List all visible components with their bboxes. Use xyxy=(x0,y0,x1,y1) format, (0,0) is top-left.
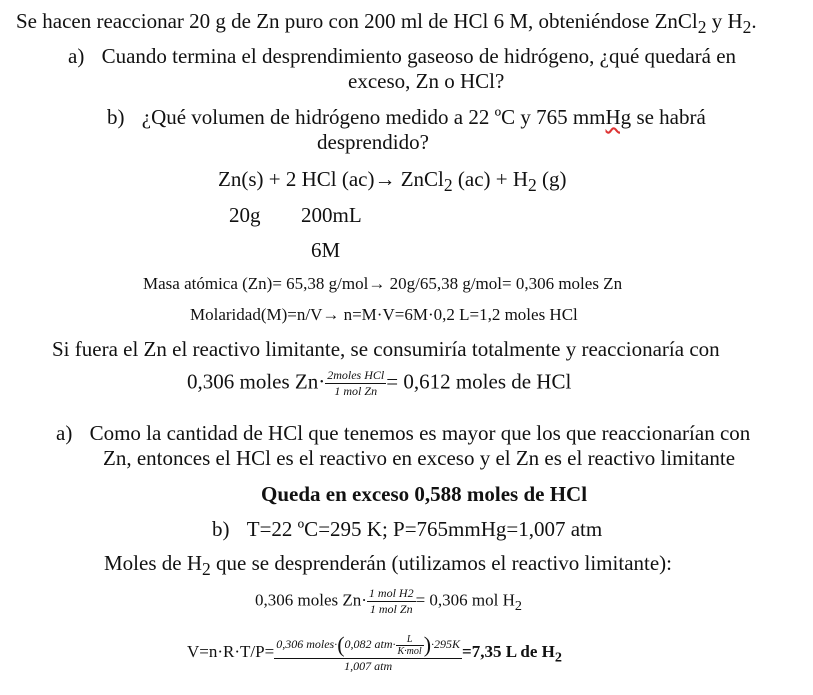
moles-hcl-line: Molaridad(M)=n/V→ n=M·V=6M·0,2 L=1,2 moles HCl xyxy=(190,305,578,324)
question-a-marker: a) xyxy=(68,44,85,68)
limiting-text: Si fuera el Zn el reactivo limitante, se consumiría totalmente y reaccionaría con xyxy=(52,337,720,361)
question-b-line1: b) ¿Qué volumen de hidrógeno medido a 22 ºC y 765 mmHg se habrá xyxy=(107,105,706,129)
volume-calc: V=n·R·T/P= 0,306 moles·(0,082 atm· $\frac{L}{\text{K·mol}}$ )·295K 1,007 atm =7,35 L de $H_2$ xyxy=(187,632,562,673)
chemical-equation: Zn(s) + 2 HCl (ac)→ ZnCl$_2$ $(ac) + H_2$ (g) xyxy=(218,167,567,196)
question-b-line2: desprendido? xyxy=(317,130,429,154)
question-b-marker: b) xyxy=(107,105,125,129)
moles-zn-line: Masa atómica (Zn)= 65,38 g/mol→ 20g/65,38 g/mol= 0,306 moles Zn xyxy=(143,274,623,293)
fraction: 0,306 moles·(0,082 atm· $\frac{L}{\text{K·mol}}$ )·295K 1,007 atm xyxy=(276,632,461,673)
arrow-icon: → xyxy=(368,274,386,293)
answer-b-marker: b) xyxy=(212,517,230,541)
given-hcl-volume: 200mL xyxy=(301,203,362,227)
answer-b-line: b) T=22 ºC=295 K; P=765mmHg=1,007 atm xyxy=(212,517,603,541)
answer-a-line2: Zn, entonces el HCl es el reactivo en exceso y el Zn es el reactivo limitante xyxy=(103,446,736,470)
question-a-line1: a) Cuando termina el desprendimiento gaseoso de hidrógeno, ¿qué quedará en xyxy=(68,44,737,68)
inner-fraction: $\frac{L}{\text{K·mol}}$ xyxy=(397,633,422,657)
given-hcl-concentration: 6M xyxy=(311,238,341,262)
moles-h2-text: Moles de $H_2$ que se desprenderán (utilizamos el reactivo limitante): xyxy=(104,551,672,580)
question-a-line2: exceso, Zn o HCl? xyxy=(348,69,505,93)
calc-hcl-needed: 0,306 moles Zn· $\frac{\text{2moles HCl}}{\text{1 mol Zn}}$ = 0,612 moles de HCl xyxy=(187,368,572,398)
fraction: $\frac{\text{2moles HCl}}{\text{1 mol Zn}}$ xyxy=(327,368,385,398)
problem-statement: Se hacen reaccionar 20 g de Zn puro con 200 ml de HCl 6 M, obteniéndose ZnCl$_2$ y $H_2$. xyxy=(16,9,757,38)
calc-h2-moles: 0,306 moles Zn· $\frac{\text{1 mol H2}}{\text{1 mol Zn}}$ = 0,306 mol $H_2$ xyxy=(255,586,522,616)
answer-a-marker: a) xyxy=(56,421,73,445)
answer-a-line1: a) Como la cantidad de HCl que tenemos es mayor que los que reaccionarían con xyxy=(56,421,751,445)
given-zn: 20g xyxy=(229,203,261,227)
fraction: $\frac{\text{1 mol H2}}{\text{1 mol Zn}}$ xyxy=(368,586,414,616)
arrow-icon: → xyxy=(322,305,340,324)
excess-result: Queda en exceso 0,588 moles de HCl xyxy=(261,482,588,506)
arrow-icon: → xyxy=(374,167,396,191)
